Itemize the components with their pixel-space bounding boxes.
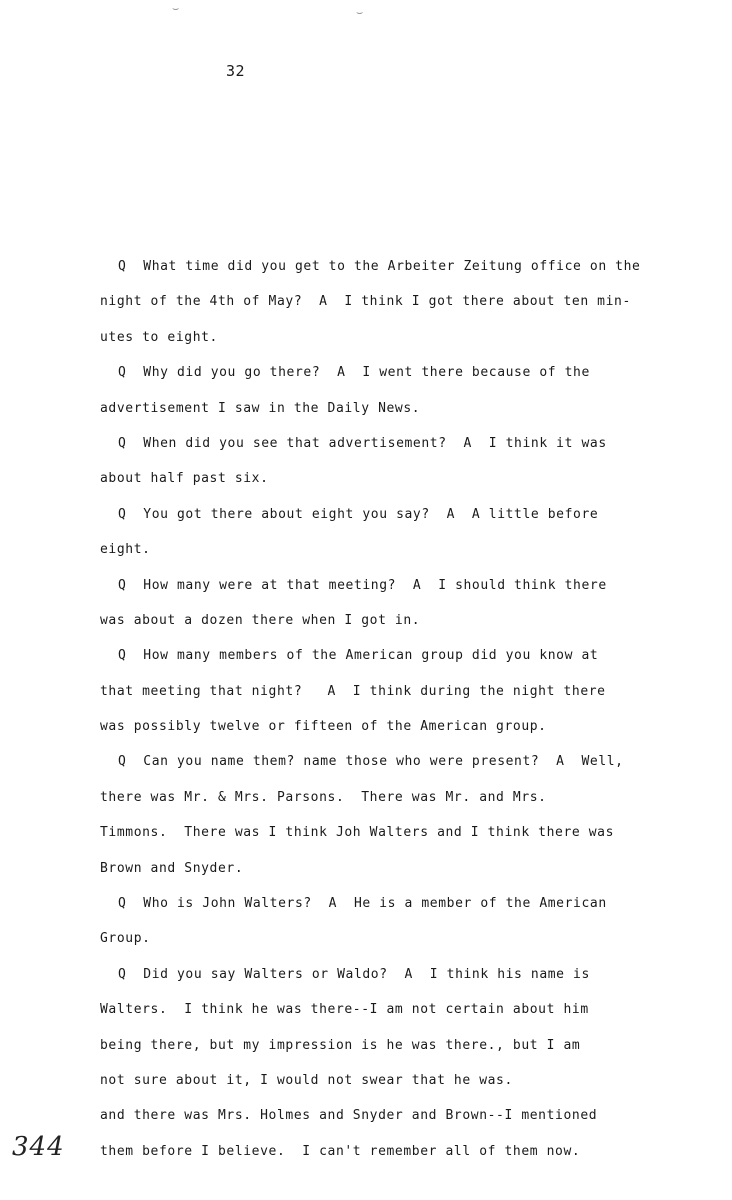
transcript-line: not sure about it, I would not swear that he was. bbox=[100, 1072, 513, 1088]
transcript-line: Q How many members of the American group did you know at bbox=[118, 648, 599, 664]
transcript-line: utes to eight. bbox=[100, 329, 218, 345]
transcript-line: night of the 4th of May? A I think I got there about ten min- bbox=[100, 294, 631, 310]
transcript-line: being there, but my impression is he was there., but I am bbox=[100, 1037, 581, 1053]
transcript-line: Q Who is John Walters? A He is a member of the American bbox=[118, 896, 607, 912]
transcript-line: Q Did you say Walters or Waldo? A I think his name is bbox=[118, 966, 590, 982]
transcript-line: that meeting that night? A I think during the night there bbox=[100, 683, 606, 699]
transcript-line: Timmons. There was I think Joh Walters and I think there was bbox=[100, 825, 615, 841]
transcript-line: there was Mr. & Mrs. Parsons. There was Mr. and Mrs. bbox=[100, 789, 547, 805]
transcript-line: Group. bbox=[100, 931, 151, 947]
transcript-body bbox=[100, 256, 700, 1176]
scan-smudge-icon: ⌣ bbox=[172, 2, 180, 15]
transcript-line: Walters. I think he was there--I am not certain about him bbox=[100, 1002, 589, 1018]
handwritten-margin-note: 344 bbox=[12, 1132, 65, 1162]
transcript-line: was about a dozen there when I got in. bbox=[100, 612, 421, 628]
transcript-line: Q How many were at that meeting? A I should think there bbox=[118, 577, 607, 593]
transcript-line: Q You got there about eight you say? A A little before bbox=[118, 506, 599, 522]
transcript-line: them before I believe. I can't remember all of them now. bbox=[100, 1143, 581, 1159]
transcript-line: was possibly twelve or fifteen of the American group. bbox=[100, 719, 547, 735]
scan-smudge-icon: ⌣ bbox=[356, 6, 364, 19]
transcript-line: Q Can you name them? name those who were present? A Well, bbox=[118, 754, 624, 770]
transcript-line: Q When did you see that advertisement? A I think it was bbox=[118, 435, 607, 451]
transcript-line: Q Why did you go there? A I went there because of the bbox=[118, 365, 590, 381]
transcript-line: eight. bbox=[100, 542, 151, 558]
transcript-line: about half past six. bbox=[100, 471, 269, 487]
page-number: 32 bbox=[226, 62, 246, 80]
transcript-line: Q What time did you get to the Arbeiter Zeitung office on the bbox=[118, 259, 641, 274]
transcript-line: advertisement I saw in the Daily News. bbox=[100, 400, 421, 416]
transcript-line: Brown and Snyder. bbox=[100, 860, 244, 876]
transcript-line: and there was Mrs. Holmes and Snyder and Brown--I mentioned bbox=[100, 1108, 598, 1124]
